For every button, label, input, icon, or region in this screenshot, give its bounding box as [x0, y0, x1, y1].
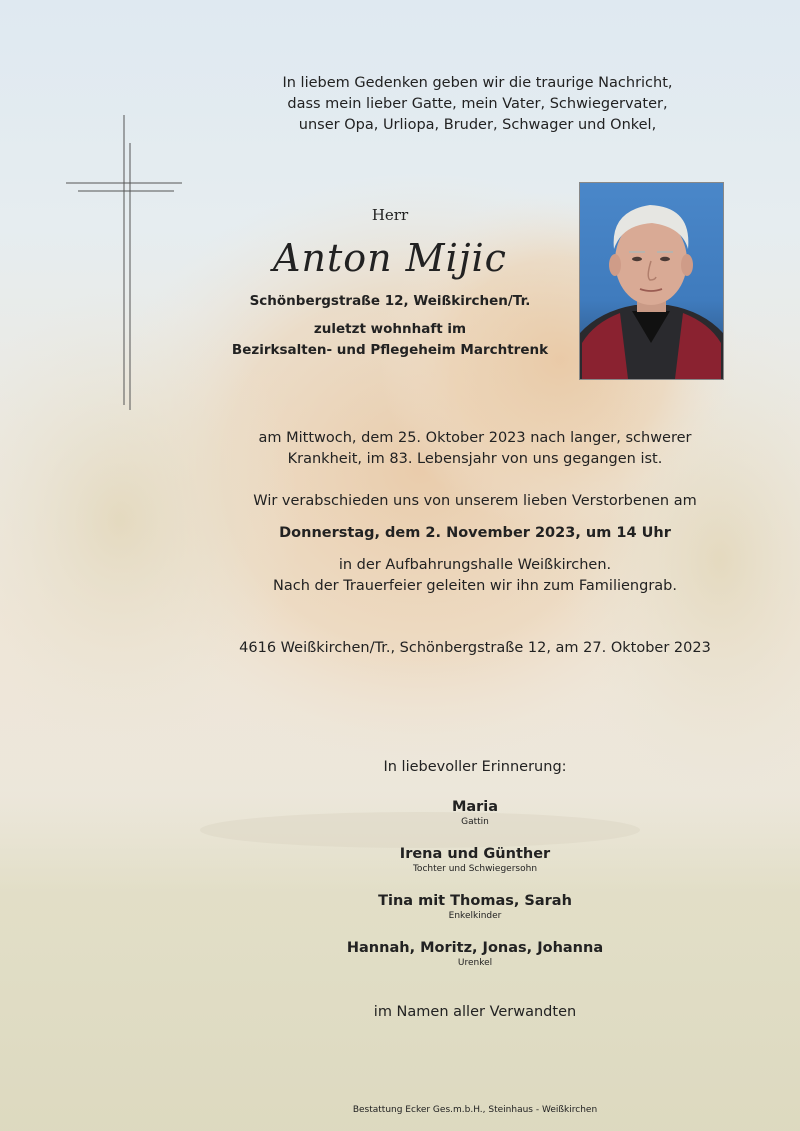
- residence-line-2: Bezirksalten- und Pflegeheim Marchtrenk: [231, 342, 549, 358]
- intro-line-2: dass mein lieber Gatte, mein Vater, Schwiegervater,: [287, 96, 668, 112]
- death-notice: [200, 428, 750, 470]
- relatives-text: im Namen aller Verwandten: [373, 1004, 577, 1020]
- farewell-text: Wir verabschieden uns von unserem lieben Verstorbenen am: [253, 493, 697, 509]
- deceased-name: Anton Mijic: [273, 236, 507, 280]
- mourner-item: [150, 940, 800, 987]
- intro-line-1: In liebem Gedenken geben wir die traurige Nachricht,: [282, 75, 673, 91]
- intro-line-3: unser Opa, Urliopa, Bruder, Schwager und Onkel,: [298, 117, 657, 133]
- mourner-name: Maria: [451, 799, 499, 815]
- cross-icon: [66, 115, 186, 410]
- funeral-location: [150, 555, 800, 597]
- funeral-location-line: in der Aufbahrungshalle Weißkirchen.: [338, 557, 612, 573]
- deceased-address: Schönbergstraße 12, Weißkirchen/Tr.: [249, 293, 531, 309]
- funeral-date: Donnerstag, dem 2. November 2023, um 14 Uhr: [279, 525, 671, 541]
- death-line-2: Krankheit, im 83. Lebensjahr von uns gegangen ist.: [287, 451, 663, 467]
- mourner-item: [150, 799, 800, 846]
- mourner-item: [150, 893, 800, 940]
- mourners-list: [150, 799, 800, 987]
- mourner-name: Irena und Günther: [399, 846, 551, 862]
- portrait-photo: [579, 182, 724, 380]
- mourner-relation: Urenkel: [457, 958, 493, 968]
- memory-heading: In liebevoller Erinnerung:: [383, 759, 567, 775]
- mourner-item: [150, 846, 800, 893]
- mourner-name: Tina mit Thomas, Sarah: [378, 893, 572, 909]
- mourner-name: Hannah, Moritz, Jonas, Johanna: [346, 940, 604, 956]
- deceased-residence: [190, 319, 590, 361]
- intro-text: [180, 73, 775, 136]
- death-line-1: am Mittwoch, dem 25. Oktober 2023 nach langer, schwerer: [258, 430, 692, 446]
- mourner-relation: Tochter und Schwiegersohn: [412, 864, 538, 874]
- funeral-after-line: Nach der Trauerfeier geleiten wir ihn zum Familiengrab.: [273, 578, 677, 594]
- place-and-date: 4616 Weißkirchen/Tr., Schönbergstraße 12, am 27. Oktober 2023: [239, 640, 711, 656]
- residence-line-1: zuletzt wohnhaft im: [313, 321, 467, 337]
- portrait-illustration: [580, 183, 723, 379]
- mourner-relation: Gattin: [461, 817, 489, 827]
- mourner-relation: Enkelkinder: [448, 911, 502, 921]
- deceased-title: Herr: [371, 206, 409, 224]
- funeral-home-footer: Bestattung Ecker Ges.m.b.H., Steinhaus - Weißkirchen: [352, 1105, 598, 1115]
